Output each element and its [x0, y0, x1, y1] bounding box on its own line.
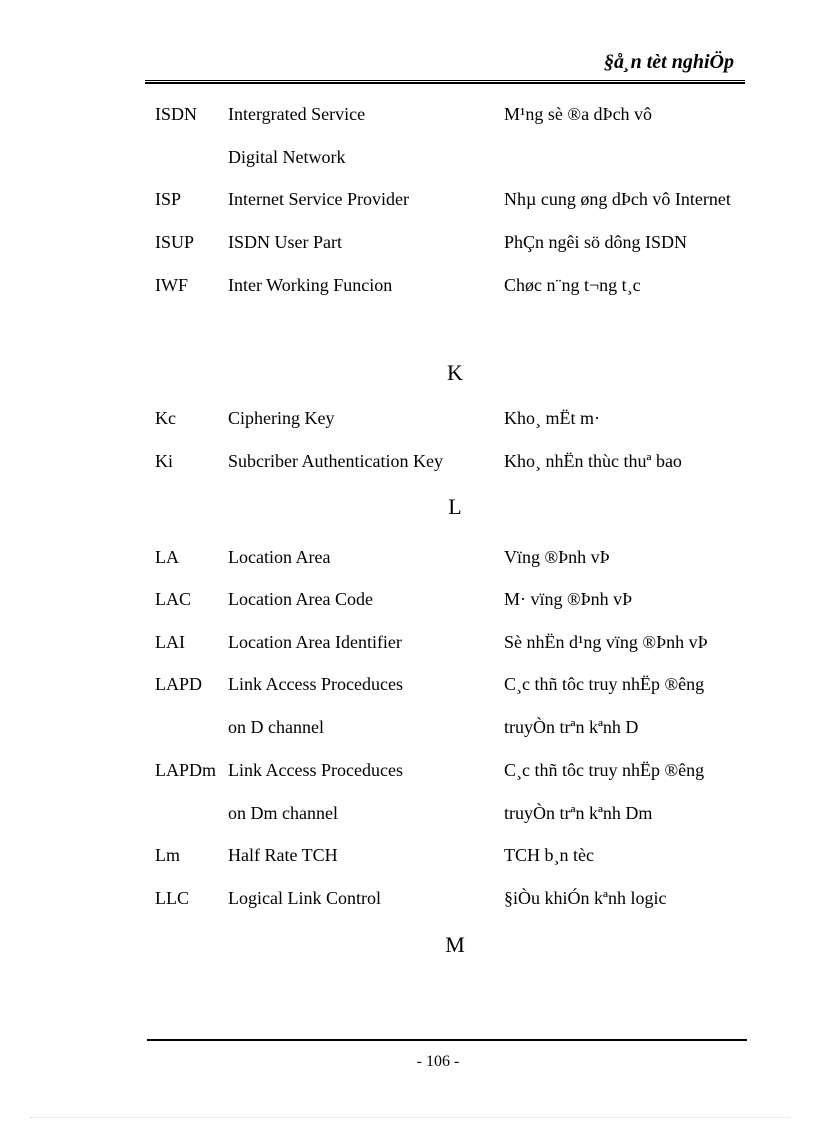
section-letter-m: M: [445, 932, 465, 957]
glossary-entry-isp: [155, 179, 755, 219]
glossary-entry-lapd: [155, 664, 755, 704]
vietnamese-term: Kho¸ nhËn thùc thuª bao: [504, 451, 682, 471]
glossary-entry-llc: [155, 878, 755, 918]
glossary-entry-continuation: [155, 793, 755, 833]
english-term: Link Access Proceduces: [228, 674, 403, 694]
section-letter-l: L: [448, 494, 462, 519]
english-term: Internet Service Provider: [228, 189, 409, 209]
abbreviation: Ki: [155, 451, 173, 471]
abbreviation: LAC: [155, 589, 191, 609]
abbreviation: ISDN: [155, 104, 198, 124]
english-term: Location Area Identifier: [228, 632, 402, 652]
abbreviation: LAPD: [155, 674, 203, 694]
english-term: Subcriber Authentication Key: [228, 451, 443, 471]
english-term: Half Rate TCH: [228, 845, 338, 865]
abbreviation: LAPDm: [155, 760, 217, 780]
english-term: Digital Network: [228, 147, 346, 167]
english-term: ISDN User Part: [228, 232, 342, 252]
abbreviation: IWF: [155, 275, 188, 295]
english-term: Intergrated Service: [228, 104, 366, 124]
glossary-entry-iwf: [155, 265, 755, 305]
glossary-entry-lac: [155, 579, 755, 619]
document-header-title: §å¸n tèt nghiÖp: [603, 51, 734, 73]
english-term: Link Access Proceduces: [228, 760, 403, 780]
abbreviation: ISP: [155, 189, 182, 209]
glossary-entry-la: [155, 537, 755, 577]
vietnamese-term: Kho¸ mËt m·: [504, 408, 600, 428]
english-term: on Dm channel: [228, 803, 338, 823]
glossary-entry-lai: [155, 622, 755, 662]
english-term: Logical Link Control: [228, 888, 381, 908]
vietnamese-term: truyÒn trªn kªnh D: [504, 717, 639, 737]
abbreviation: LLC: [155, 888, 189, 908]
vietnamese-term: PhÇn ngêi sö dông ISDN: [504, 232, 688, 252]
english-term: Location Area Code: [228, 589, 373, 609]
english-term: Ciphering Key: [228, 408, 335, 428]
glossary-entry-lm: [155, 835, 755, 875]
header-divider-thin: [145, 80, 745, 81]
abbreviation: Kc: [155, 408, 176, 428]
abbreviation: Lm: [155, 845, 180, 865]
vietnamese-term: §iÒu khiÓn kªnh logic: [504, 888, 667, 908]
page-bottom-edge: [30, 1117, 790, 1118]
vietnamese-term: TCH b¸n tèc: [504, 845, 594, 865]
vietnamese-term: C¸c thñ tôc truy nhËp ®êng: [504, 760, 705, 780]
vietnamese-term: Vïng ®Þnh vÞ: [504, 547, 610, 567]
glossary-entry-isup: [155, 222, 755, 262]
abbreviation: LA: [155, 547, 179, 567]
glossary-entry-isdn: [155, 94, 755, 134]
glossary-entry-continuation: [155, 707, 755, 747]
vietnamese-term: Nhµ cung øng dÞch vô Internet: [504, 189, 731, 209]
section-letter-k: K: [447, 360, 463, 385]
english-term: on D channel: [228, 717, 324, 737]
glossary-entry-kc: [155, 398, 755, 438]
glossary-entry-continuation: [155, 137, 755, 177]
abbreviation: LAI: [155, 632, 185, 652]
english-term: Inter Working Funcion: [228, 275, 393, 295]
vietnamese-term: truyÒn trªn kªnh Dm: [504, 803, 653, 823]
glossary-entry-ki: [155, 441, 755, 481]
header-divider-thick: [145, 82, 745, 84]
vietnamese-term: C¸c thñ tôc truy nhËp ®êng: [504, 674, 705, 694]
vietnamese-term: Sè nhËn d¹ng vïng ®Þnh vÞ: [504, 632, 708, 652]
vietnamese-term: M¹ng sè ®a dÞch vô: [504, 104, 653, 124]
english-term: Location Area: [228, 547, 331, 567]
vietnamese-term: M· vïng ®Þnh vÞ: [504, 589, 633, 609]
footer-divider: [147, 1039, 747, 1041]
page-number: - 106 -: [416, 1053, 460, 1070]
abbreviation: ISUP: [155, 232, 195, 252]
glossary-entry-lapdm: [155, 750, 755, 790]
vietnamese-term: Chøc n¨ng t¬ng t¸c: [504, 275, 641, 295]
